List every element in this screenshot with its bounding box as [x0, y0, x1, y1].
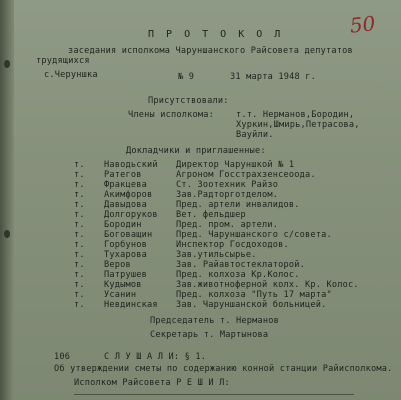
invited-prefix: т.: [74, 290, 85, 300]
invited-name: Наводьский: [104, 160, 158, 170]
invited-role: Зав.утильсырье.: [176, 250, 257, 260]
invited-name: Давыдова: [104, 200, 147, 210]
present-names-1: т.т. Нерманов,Бородин,: [236, 110, 355, 120]
invited-name: Веров: [104, 260, 131, 270]
meeting-date: 31 марта 1948 г.: [230, 72, 316, 82]
invited-prefix: т.: [74, 230, 85, 240]
invited-prefix: т.: [74, 240, 85, 250]
invited-prefix: т.: [74, 300, 85, 310]
meeting-description-cont: трудящихся: [36, 56, 90, 66]
next-line-fragment: [74, 394, 354, 395]
invited-role: Зав. Райавтостеклаторой.: [176, 260, 305, 270]
invited-role: Пред. колхоза "Путь 17 марта": [176, 290, 332, 300]
invited-name: Долгоруков: [104, 210, 158, 220]
invited-role: Ст. Зоотехник Райзо: [176, 180, 279, 190]
punch-hole: [4, 230, 10, 238]
invited-name: Фракцева: [104, 180, 147, 190]
agenda-subject: Об утверждении сметы по содержанию конной станции Райисполкома.: [54, 364, 393, 374]
invited-name: Акимфоров: [104, 190, 153, 200]
invited-role: Зав.животноферной колх. Кр. Колос.: [176, 280, 359, 290]
invited-heading: Докладчики и приглашенные:: [126, 146, 266, 156]
invited-prefix: т.: [74, 210, 85, 220]
heard-heading: С Л У Ш А Л И: § 1.: [104, 352, 207, 362]
invited-role: Агроном Госстрахзенсеоода.: [176, 170, 316, 180]
invited-prefix: т.: [74, 180, 85, 190]
invited-role: Вет. фельдшер: [176, 210, 246, 220]
invited-name: Невдинская: [104, 300, 158, 310]
invited-role: Пред. колхоза Кр.Колос.: [176, 270, 300, 280]
present-heading: Присутствовали:: [148, 96, 229, 106]
document-title: П Р О Т О К О Л: [148, 29, 284, 40]
invited-prefix: т.: [74, 170, 85, 180]
invited-prefix: т.: [74, 280, 85, 290]
binding-margin: [0, 0, 14, 400]
invited-name: Тухарова: [104, 250, 147, 260]
invited-prefix: т.: [74, 220, 85, 230]
chair-signature: Председатель т. Нерманов: [150, 316, 279, 326]
invited-name: Усанин: [104, 290, 137, 300]
protocol-number: № 9: [178, 72, 195, 82]
invited-role: Инспектор Госдоходов.: [176, 240, 289, 250]
invited-prefix: т.: [74, 270, 85, 280]
invited-prefix: т.: [74, 250, 85, 260]
meeting-place: с.Черуншка: [44, 70, 98, 80]
present-names-2: Хуркин,Шмирь,Петрасова,: [236, 120, 360, 130]
invited-prefix: т.: [74, 190, 85, 200]
invited-role: Пред. пром. артели.: [176, 220, 279, 230]
punch-hole: [4, 60, 10, 68]
invited-role: Директор Чаруншкой № 1: [176, 160, 295, 170]
secretary-signature: Секретарь т. Мартынова: [150, 330, 269, 340]
page-number: 50: [348, 11, 377, 38]
invited-prefix: т.: [74, 260, 85, 270]
resolution-heading: Исполком Райсовета Р Е Ш И Л:: [74, 378, 230, 388]
invited-prefix: т.: [74, 160, 85, 170]
invited-name: Ратегов: [104, 170, 142, 180]
invited-name: Кудымов: [104, 280, 142, 290]
invited-name: Горбунов: [104, 240, 147, 250]
invited-prefix: т.: [74, 200, 85, 210]
invited-name: Бородин: [104, 220, 142, 230]
invited-role: Пред. Чаруншанского с/совета.: [176, 230, 332, 240]
invited-role: Пред. артели инвалидов.: [176, 200, 300, 210]
invited-name: Боговащин: [104, 230, 153, 240]
invited-role: Зав.Радторготделом.: [176, 190, 279, 200]
present-names-3: Вауйли.: [236, 130, 274, 140]
invited-name: Патрушев: [104, 270, 147, 280]
meeting-description: заседания исполкома Чаруншанского Райсовета депутатов: [68, 46, 353, 56]
invited-role: Зав. Чаруншанской больницей.: [176, 300, 327, 310]
present-label: Члены исполкома:: [128, 110, 214, 120]
agenda-item-number: 106: [54, 352, 71, 362]
